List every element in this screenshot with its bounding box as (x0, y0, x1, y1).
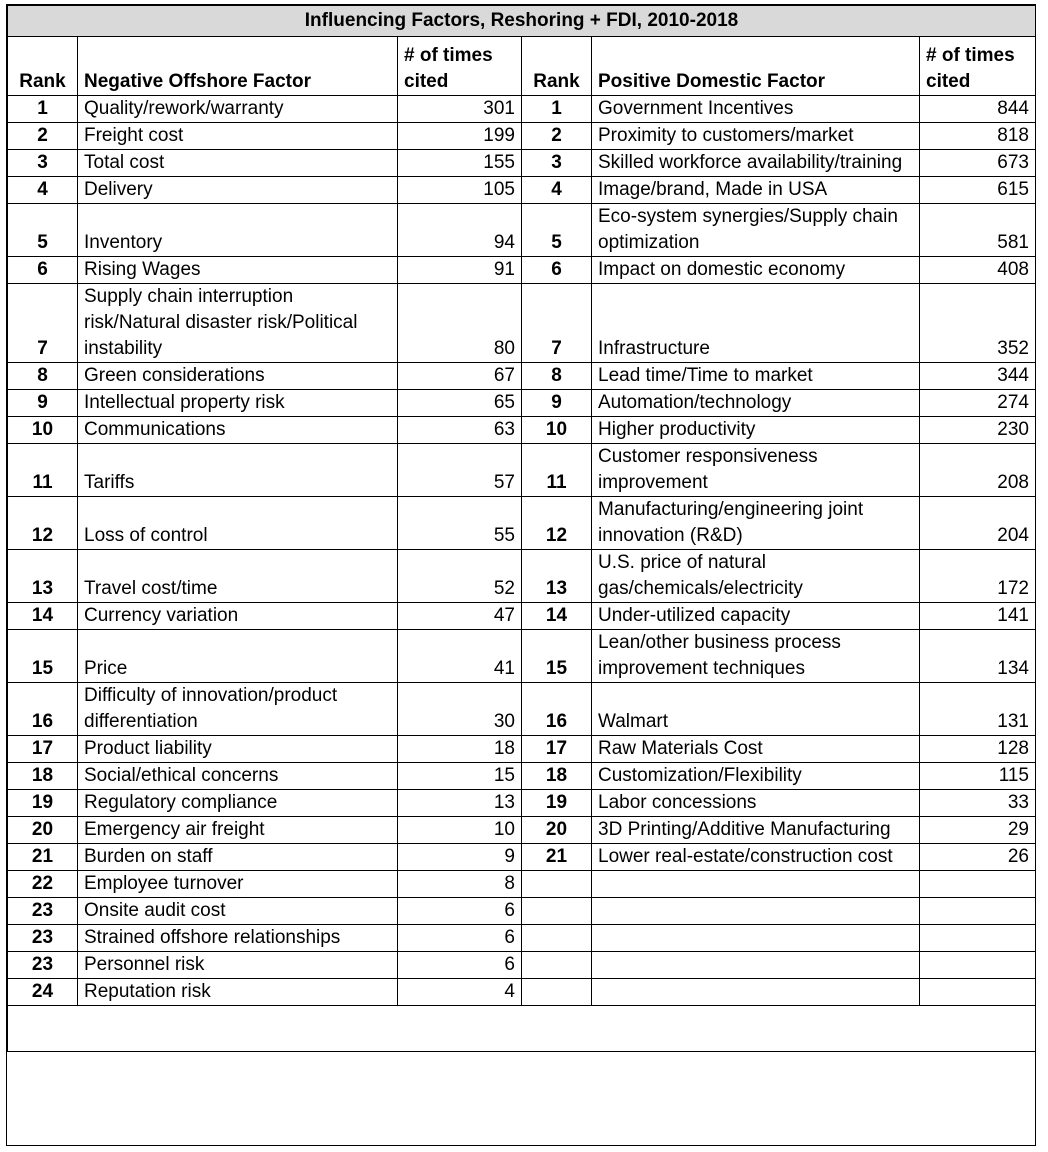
negative-factor-cell: Emergency air freight (78, 817, 398, 844)
negative-rank-cell: 16 (8, 683, 78, 736)
table-title: Influencing Factors, Reshoring + FDI, 2010-2018 (8, 6, 1036, 37)
positive-rank-cell (522, 871, 592, 898)
table-row (8, 925, 1036, 952)
negative-rank-cell: 19 (8, 790, 78, 817)
table-row (8, 790, 1036, 817)
table-row (8, 952, 1036, 979)
negative-rank-cell: 18 (8, 763, 78, 790)
positive-rank-cell: 14 (522, 603, 592, 630)
negative-factor-cell: Difficulty of innovation/product differentiation (78, 683, 398, 736)
negative-rank-cell: 2 (8, 123, 78, 150)
negative-factor-cell: Total cost (78, 150, 398, 177)
negative-rank-cell: 24 (8, 979, 78, 1006)
negative-cited-cell: 13 (398, 790, 522, 817)
positive-cited-cell: 408 (920, 257, 1036, 284)
negative-factor-cell: Communications (78, 417, 398, 444)
negative-factor-cell: Onsite audit cost (78, 898, 398, 925)
positive-rank-cell: 6 (522, 257, 592, 284)
positive-rank-cell: 11 (522, 444, 592, 497)
negative-rank-cell: 14 (8, 603, 78, 630)
positive-cited-cell: 818 (920, 123, 1036, 150)
negative-rank-cell: 23 (8, 898, 78, 925)
positive-rank-cell: 10 (522, 417, 592, 444)
negative-cited-cell: 8 (398, 871, 522, 898)
table-row (8, 257, 1036, 284)
table-row (8, 979, 1036, 1006)
negative-factor-cell: Freight cost (78, 123, 398, 150)
header-cited-positive: # of times cited (920, 37, 1036, 96)
positive-rank-cell: 4 (522, 177, 592, 204)
negative-factor-cell: Loss of control (78, 497, 398, 550)
positive-rank-cell: 20 (522, 817, 592, 844)
negative-cited-cell: 57 (398, 444, 522, 497)
table-row (8, 417, 1036, 444)
negative-rank-cell: 3 (8, 150, 78, 177)
positive-cited-cell: 615 (920, 177, 1036, 204)
negative-rank-cell: 23 (8, 925, 78, 952)
negative-rank-cell: 12 (8, 497, 78, 550)
positive-factor-cell: Labor concessions (592, 790, 920, 817)
positive-factor-cell: Raw Materials Cost (592, 736, 920, 763)
positive-cited-cell: 172 (920, 550, 1036, 603)
negative-cited-cell: 47 (398, 603, 522, 630)
negative-factor-cell: Inventory (78, 204, 398, 257)
negative-cited-cell: 94 (398, 204, 522, 257)
table-row (8, 96, 1036, 123)
negative-cited-cell: 6 (398, 952, 522, 979)
negative-factor-cell: Product liability (78, 736, 398, 763)
negative-rank-cell: 6 (8, 257, 78, 284)
positive-factor-cell: Manufacturing/engineering joint innovation (R&D) (592, 497, 920, 550)
negative-cited-cell: 65 (398, 390, 522, 417)
negative-factor-cell: Burden on staff (78, 844, 398, 871)
positive-rank-cell: 5 (522, 204, 592, 257)
negative-rank-cell: 8 (8, 363, 78, 390)
table-row (8, 898, 1036, 925)
positive-cited-cell: 581 (920, 204, 1036, 257)
negative-cited-cell: 9 (398, 844, 522, 871)
negative-rank-cell: 1 (8, 96, 78, 123)
positive-cited-cell (920, 898, 1036, 925)
negative-factor-cell: Quality/rework/warranty (78, 96, 398, 123)
header-positive-factor: Positive Domestic Factor (592, 37, 920, 96)
negative-cited-cell: 199 (398, 123, 522, 150)
negative-factor-cell: Intellectual property risk (78, 390, 398, 417)
negative-rank-cell: 15 (8, 630, 78, 683)
negative-cited-cell: 301 (398, 96, 522, 123)
positive-rank-cell: 2 (522, 123, 592, 150)
positive-rank-cell: 21 (522, 844, 592, 871)
positive-cited-cell: 141 (920, 603, 1036, 630)
positive-rank-cell: 7 (522, 284, 592, 363)
negative-factor-cell: Delivery (78, 177, 398, 204)
positive-factor-cell: U.S. price of natural gas/chemicals/electricity (592, 550, 920, 603)
table-row (8, 630, 1036, 683)
positive-rank-cell: 17 (522, 736, 592, 763)
table-row (8, 817, 1036, 844)
table-row (8, 390, 1036, 417)
negative-factor-cell: Reputation risk (78, 979, 398, 1006)
negative-rank-cell: 23 (8, 952, 78, 979)
table-row (8, 444, 1036, 497)
positive-factor-cell: Higher productivity (592, 417, 920, 444)
positive-factor-cell: Customization/Flexibility (592, 763, 920, 790)
positive-rank-cell: 1 (522, 96, 592, 123)
positive-rank-cell (522, 952, 592, 979)
positive-factor-cell: Customer responsiveness improvement (592, 444, 920, 497)
positive-rank-cell: 18 (522, 763, 592, 790)
negative-factor-cell: Strained offshore relationships (78, 925, 398, 952)
negative-factor-cell: Employee turnover (78, 871, 398, 898)
empty-footer-row (8, 1006, 1036, 1052)
table-row (8, 550, 1036, 603)
positive-factor-cell: Walmart (592, 683, 920, 736)
negative-cited-cell: 105 (398, 177, 522, 204)
table-row (8, 284, 1036, 363)
negative-cited-cell: 80 (398, 284, 522, 363)
positive-factor-cell: Lower real-estate/construction cost (592, 844, 920, 871)
positive-cited-cell: 204 (920, 497, 1036, 550)
negative-rank-cell: 11 (8, 444, 78, 497)
positive-factor-cell: Lead time/Time to market (592, 363, 920, 390)
positive-factor-cell (592, 925, 920, 952)
positive-cited-cell: 673 (920, 150, 1036, 177)
negative-rank-cell: 7 (8, 284, 78, 363)
negative-cited-cell: 52 (398, 550, 522, 603)
table-row (8, 123, 1036, 150)
negative-rank-cell: 10 (8, 417, 78, 444)
positive-rank-cell: 3 (522, 150, 592, 177)
positive-cited-cell: 844 (920, 96, 1036, 123)
negative-cited-cell: 10 (398, 817, 522, 844)
positive-cited-cell: 128 (920, 736, 1036, 763)
positive-factor-cell (592, 979, 920, 1006)
positive-cited-cell (920, 925, 1036, 952)
negative-rank-cell: 17 (8, 736, 78, 763)
positive-factor-cell: Proximity to customers/market (592, 123, 920, 150)
positive-factor-cell (592, 871, 920, 898)
negative-cited-cell: 155 (398, 150, 522, 177)
negative-cited-cell: 4 (398, 979, 522, 1006)
table-row (8, 763, 1036, 790)
table-row (8, 683, 1036, 736)
table-row (8, 736, 1036, 763)
positive-cited-cell: 208 (920, 444, 1036, 497)
header-rank-positive: Rank (522, 37, 592, 96)
negative-factor-cell: Regulatory compliance (78, 790, 398, 817)
negative-rank-cell: 13 (8, 550, 78, 603)
negative-rank-cell: 20 (8, 817, 78, 844)
table-row (8, 844, 1036, 871)
header-negative-factor: Negative Offshore Factor (78, 37, 398, 96)
positive-rank-cell: 15 (522, 630, 592, 683)
positive-cited-cell: 131 (920, 683, 1036, 736)
positive-factor-cell: Eco-system synergies/Supply chain optimization (592, 204, 920, 257)
positive-factor-cell: Under-utilized capacity (592, 603, 920, 630)
positive-rank-cell (522, 979, 592, 1006)
positive-cited-cell: 29 (920, 817, 1036, 844)
negative-factor-cell: Supply chain interruption risk/Natural disaster risk/Political instability (78, 284, 398, 363)
negative-rank-cell: 4 (8, 177, 78, 204)
negative-factor-cell: Rising Wages (78, 257, 398, 284)
table-row (8, 363, 1036, 390)
positive-cited-cell: 26 (920, 844, 1036, 871)
positive-cited-cell (920, 871, 1036, 898)
positive-rank-cell: 9 (522, 390, 592, 417)
negative-cited-cell: 63 (398, 417, 522, 444)
positive-factor-cell: Impact on domestic economy (592, 257, 920, 284)
positive-factor-cell (592, 898, 920, 925)
negative-cited-cell: 30 (398, 683, 522, 736)
positive-factor-cell: Image/brand, Made in USA (592, 177, 920, 204)
empty-footer-cell (8, 1006, 1036, 1052)
header-cited-negative: # of times cited (398, 37, 522, 96)
positive-cited-cell (920, 979, 1036, 1006)
positive-factor-cell: Automation/technology (592, 390, 920, 417)
table-row (8, 497, 1036, 550)
negative-cited-cell: 55 (398, 497, 522, 550)
positive-cited-cell: 115 (920, 763, 1036, 790)
negative-cited-cell: 18 (398, 736, 522, 763)
positive-factor-cell (592, 952, 920, 979)
positive-cited-cell: 230 (920, 417, 1036, 444)
header-row (8, 37, 1036, 96)
positive-cited-cell: 134 (920, 630, 1036, 683)
positive-cited-cell: 274 (920, 390, 1036, 417)
table-body (8, 96, 1036, 1006)
positive-cited-cell (920, 952, 1036, 979)
negative-factor-cell: Tariffs (78, 444, 398, 497)
positive-factor-cell: 3D Printing/Additive Manufacturing (592, 817, 920, 844)
factors-table (7, 5, 1036, 1052)
table-row (8, 603, 1036, 630)
positive-rank-cell: 19 (522, 790, 592, 817)
negative-rank-cell: 5 (8, 204, 78, 257)
negative-factor-cell: Social/ethical concerns (78, 763, 398, 790)
negative-cited-cell: 91 (398, 257, 522, 284)
negative-cited-cell: 15 (398, 763, 522, 790)
negative-cited-cell: 6 (398, 898, 522, 925)
header-rank-negative: Rank (8, 37, 78, 96)
table-row (8, 871, 1036, 898)
negative-cited-cell: 41 (398, 630, 522, 683)
positive-factor-cell: Skilled workforce availability/training (592, 150, 920, 177)
positive-factor-cell: Government Incentives (592, 96, 920, 123)
negative-factor-cell: Personnel risk (78, 952, 398, 979)
factors-table-frame (6, 4, 1036, 1146)
negative-rank-cell: 22 (8, 871, 78, 898)
positive-rank-cell (522, 925, 592, 952)
positive-rank-cell: 12 (522, 497, 592, 550)
negative-rank-cell: 9 (8, 390, 78, 417)
negative-factor-cell: Price (78, 630, 398, 683)
positive-rank-cell: 16 (522, 683, 592, 736)
positive-factor-cell: Lean/other business process improvement techniques (592, 630, 920, 683)
positive-rank-cell (522, 898, 592, 925)
positive-rank-cell: 8 (522, 363, 592, 390)
positive-factor-cell: Infrastructure (592, 284, 920, 363)
negative-rank-cell: 21 (8, 844, 78, 871)
table-row (8, 150, 1036, 177)
positive-cited-cell: 33 (920, 790, 1036, 817)
negative-factor-cell: Green considerations (78, 363, 398, 390)
negative-factor-cell: Currency variation (78, 603, 398, 630)
negative-cited-cell: 67 (398, 363, 522, 390)
negative-cited-cell: 6 (398, 925, 522, 952)
table-row (8, 204, 1036, 257)
positive-cited-cell: 352 (920, 284, 1036, 363)
positive-rank-cell: 13 (522, 550, 592, 603)
positive-cited-cell: 344 (920, 363, 1036, 390)
table-row (8, 177, 1036, 204)
negative-factor-cell: Travel cost/time (78, 550, 398, 603)
